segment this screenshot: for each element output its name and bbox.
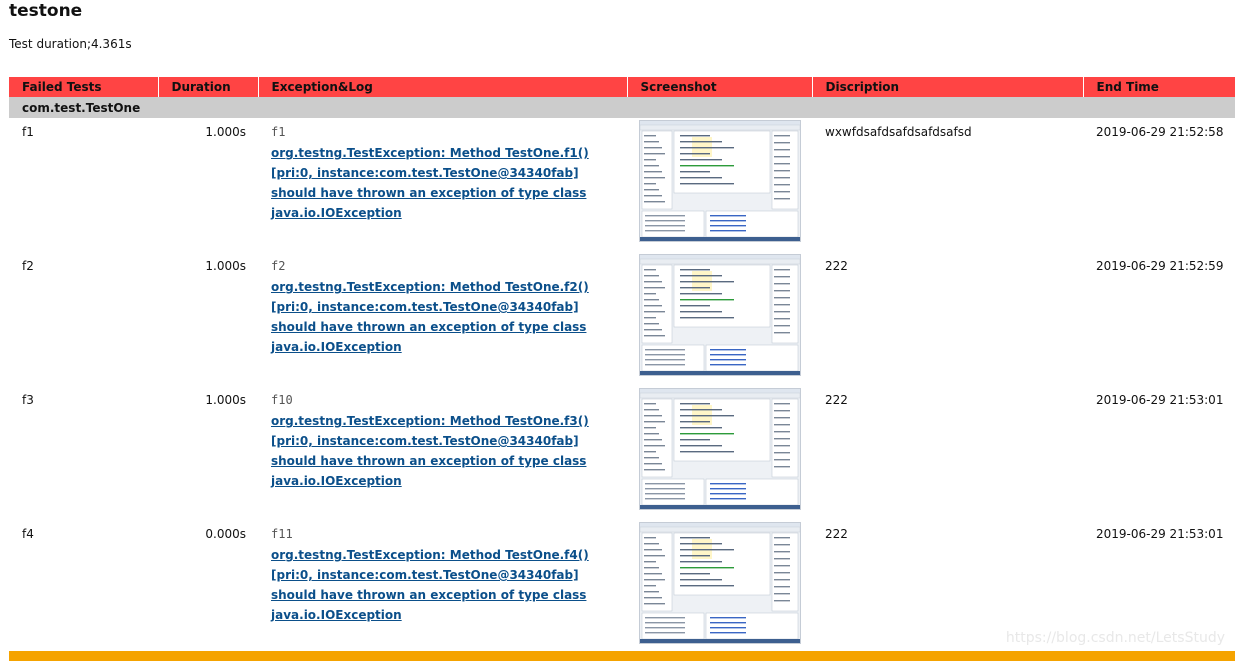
description-cell: wxwfdsafdsafdsafdsafsd	[825, 125, 972, 139]
table-header-row	[9, 77, 1235, 97]
report-title: testone	[9, 1, 83, 21]
log-text: f10	[271, 393, 293, 407]
test-name: f1	[22, 125, 34, 139]
description-cell: 222	[825, 393, 848, 407]
test-name: f3	[22, 393, 34, 407]
skipped-tests-header	[9, 651, 1235, 661]
end-time-cell: 2019-06-29 21:52:59	[1096, 259, 1224, 273]
description-cell: 222	[825, 527, 848, 541]
exception-log-cell	[258, 252, 627, 386]
header-failed-tests: Failed Tests	[9, 77, 158, 97]
end-time-cell: 2019-06-29 21:52:58	[1096, 125, 1224, 139]
class-name: com.test.TestOne	[9, 97, 1235, 118]
screenshot-cell	[627, 386, 812, 520]
exception-link[interactable]: org.testng.TestException: Method TestOne.f2()[pri:0, instance:com.test.TestOne@34340fab] should have thrown an exception of type class java.io.IOException	[271, 280, 589, 354]
log-text: f11	[271, 527, 293, 541]
log-text: f1	[271, 125, 286, 139]
screenshot-thumbnail[interactable]	[639, 120, 801, 242]
screenshot-thumbnail[interactable]	[639, 388, 801, 510]
screenshot-cell	[627, 252, 812, 386]
screenshot-cell	[627, 520, 812, 654]
end-time-cell: 2019-06-29 21:53:01	[1096, 393, 1224, 407]
test-duration-cell: 0.000s	[205, 527, 246, 541]
log-text: f2	[271, 259, 286, 273]
test-duration: Test duration;4.361s	[9, 37, 132, 51]
description-cell: 222	[825, 259, 848, 273]
table-row	[9, 118, 1235, 252]
test-duration-cell: 1.000s	[205, 259, 246, 273]
table-row	[9, 386, 1235, 520]
header-exception-log: Exception&Log	[258, 77, 627, 97]
end-time-cell: 2019-06-29 21:53:01	[1096, 527, 1224, 541]
exception-link[interactable]: org.testng.TestException: Method TestOne.f1()[pri:0, instance:com.test.TestOne@34340fab] should have thrown an exception of type class java.io.IOException	[271, 146, 589, 220]
table-row	[9, 252, 1235, 386]
test-duration-cell: 1.000s	[205, 393, 246, 407]
screenshot-thumbnail[interactable]	[639, 254, 801, 376]
test-name: f2	[22, 259, 34, 273]
exception-link[interactable]: org.testng.TestException: Method TestOne.f3()[pri:0, instance:com.test.TestOne@34340fab] should have thrown an exception of type class java.io.IOException	[271, 414, 589, 488]
exception-log-cell	[258, 386, 627, 520]
watermark: https://blog.csdn.net/LetsStudy	[1005, 630, 1225, 646]
header-duration: Duration	[158, 77, 258, 97]
exception-log-cell	[258, 118, 627, 252]
exception-log-cell	[258, 520, 627, 654]
screenshot-cell	[627, 118, 812, 252]
class-row	[9, 97, 1235, 118]
header-screenshot: Screenshot	[627, 77, 812, 97]
test-name: f4	[22, 527, 34, 541]
header-description: Discription	[812, 77, 1083, 97]
failed-tests-table	[9, 77, 1235, 654]
header-end-time: End Time	[1083, 77, 1235, 97]
test-duration-cell: 1.000s	[205, 125, 246, 139]
exception-link[interactable]: org.testng.TestException: Method TestOne.f4()[pri:0, instance:com.test.TestOne@34340fab] should have thrown an exception of type class java.io.IOException	[271, 548, 589, 622]
screenshot-thumbnail[interactable]	[639, 522, 801, 644]
